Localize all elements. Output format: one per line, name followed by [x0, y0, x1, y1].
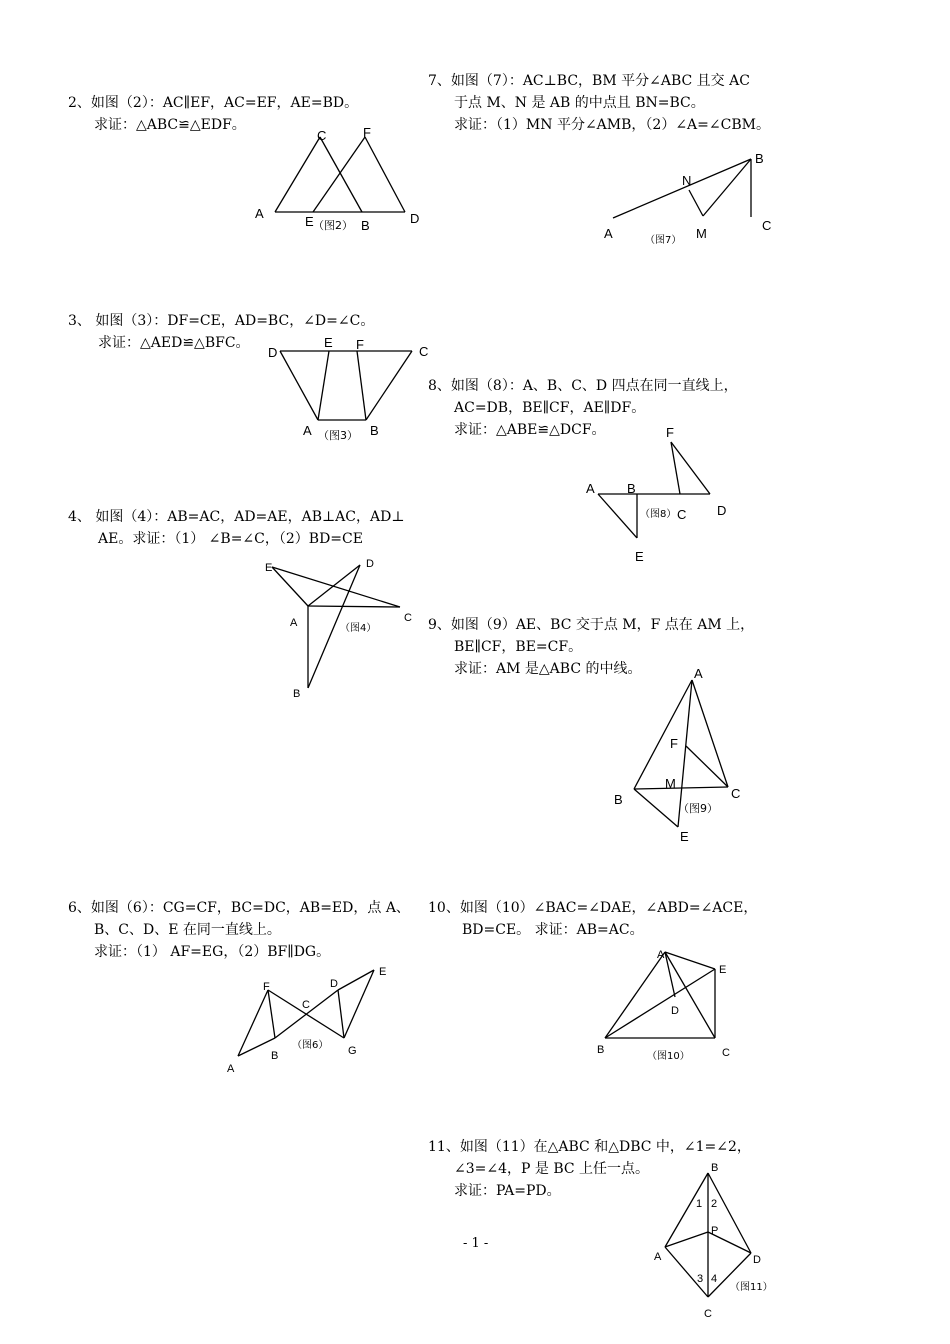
- problem-line: 9、如图（9）AE、BC 交于点 M，F 点在 AM 上，: [428, 617, 755, 633]
- problem-line: BE∥CF，BE=CF。: [454, 639, 583, 655]
- point-label: F: [263, 981, 270, 993]
- problem-line: 求证：△ABE≌△DCF。: [454, 422, 606, 438]
- problem-line: 于点 M、N 是 AB 的中点且 BN=BC。: [454, 95, 705, 111]
- problem-line: 求证：PA=PD。: [454, 1183, 561, 1199]
- point-label: C: [731, 786, 741, 801]
- angle-label: 3: [697, 1273, 704, 1285]
- point-label: A: [604, 226, 613, 241]
- segment-AB: [605, 952, 665, 1038]
- problem-line: AE。求证：（1） ∠B=∠C，（2）BD=CE: [98, 531, 363, 547]
- segment-DA: [280, 351, 318, 420]
- point-label: B: [627, 481, 636, 496]
- point-label: A: [657, 949, 665, 961]
- angle-label: 2: [711, 1198, 718, 1210]
- point-label: M: [665, 776, 676, 791]
- segment-BD: [275, 990, 338, 1038]
- figure-10: [585, 940, 755, 1070]
- segment-BE: [634, 789, 678, 827]
- figure-caption: （图11）: [730, 1282, 773, 1293]
- point-label: A: [303, 423, 312, 438]
- segment-AC: [308, 606, 400, 607]
- segment-FD: [365, 137, 405, 212]
- problem-line: 4、 如图（4）：AB=AC，AD=AE，AB⊥AC，AD⊥: [68, 509, 405, 525]
- segment-BF: [357, 351, 366, 420]
- point-label: E: [635, 549, 644, 564]
- problem-line: 求证：△AED≌△BFC。: [98, 335, 250, 351]
- point-label: E: [305, 214, 314, 229]
- segment-CB: [320, 137, 362, 212]
- point-label: B: [597, 1044, 605, 1056]
- point-label: A: [227, 1063, 235, 1075]
- figure-9: [600, 660, 760, 850]
- point-label: E: [324, 335, 333, 350]
- problem-line: BD=CE。 求证：AB=AC。: [462, 922, 644, 938]
- problem-line: 11、如图（11）在△ABC 和△DBC 中，∠1=∠2，: [428, 1139, 751, 1155]
- figure-caption: （图3）: [318, 429, 358, 442]
- problem-line: B、C、D、E 在同一直线上。: [94, 922, 281, 938]
- point-label: A: [586, 481, 595, 496]
- segment-AB: [238, 1038, 275, 1056]
- segment-CB: [366, 351, 412, 420]
- point-label: A: [255, 206, 264, 221]
- segment-FB: [268, 990, 275, 1038]
- figure-2: [240, 120, 440, 240]
- segment-AC: [692, 680, 728, 787]
- point-label: E: [719, 964, 727, 976]
- segment-AB: [613, 159, 751, 218]
- problem-6-text: [68, 897, 410, 963]
- figure-caption: （图10）: [647, 1051, 690, 1062]
- point-label: B: [361, 218, 370, 233]
- point-label: D: [366, 558, 374, 570]
- point-label: B: [711, 1162, 719, 1174]
- problem-line: 求证：AM 是△ABC 的中线。: [454, 661, 642, 677]
- segment-AC: [665, 1247, 708, 1297]
- problem-line: ∠3=∠4，P 是 BC 上任一点。: [454, 1161, 650, 1177]
- point-label: C: [762, 218, 772, 233]
- point-label: D: [717, 503, 727, 518]
- point-label: D: [330, 978, 338, 990]
- page-number: - 1 -: [463, 1236, 489, 1251]
- segment-BE: [605, 969, 715, 1038]
- segment-AD: [665, 952, 675, 997]
- point-label: A: [694, 666, 703, 681]
- figure-11: [645, 1155, 780, 1335]
- figure-caption: （图2）: [313, 219, 353, 232]
- segment-AP: [665, 1232, 708, 1247]
- problem-line: 6、如图（6）：CG=CF，BC=DC，AB=ED，点 A、: [68, 900, 410, 916]
- segment-FC: [671, 442, 680, 494]
- point-label: C: [404, 612, 412, 624]
- figure-7: [590, 145, 790, 255]
- angle-label: 4: [711, 1273, 718, 1285]
- point-label: D: [671, 1005, 679, 1017]
- problem-line: 2、如图（2）：AC∥EF，AC=EF，AE=BD。: [68, 95, 359, 111]
- point-label: D: [753, 1254, 761, 1266]
- segment-DG: [338, 990, 344, 1038]
- segment-GE: [344, 970, 374, 1038]
- point-label: E: [379, 966, 387, 978]
- segment-EF: [313, 137, 365, 212]
- figure-caption: （图6）: [292, 1040, 329, 1051]
- segment-FD: [671, 442, 710, 494]
- point-label: M: [696, 226, 707, 241]
- problem-line: AC=DB，BE∥CF，AE∥DF。: [454, 400, 646, 416]
- point-label: C: [419, 344, 429, 359]
- segment-AE: [598, 494, 637, 538]
- segment-AE: [665, 952, 715, 969]
- point-label: G: [348, 1045, 357, 1057]
- segment-NM: [689, 190, 703, 216]
- segment-AD: [308, 565, 360, 606]
- problem-10-text: [428, 897, 757, 941]
- point-label: D: [268, 345, 278, 360]
- segment-BA: [665, 1173, 708, 1247]
- point-label: N: [682, 173, 692, 188]
- point-label: F: [356, 337, 364, 352]
- segment-DE: [338, 970, 374, 990]
- point-label: D: [410, 211, 420, 226]
- segment-AC: [275, 137, 320, 212]
- point-label: E: [265, 562, 273, 574]
- point-label: B: [293, 688, 301, 700]
- segment-AF: [238, 990, 268, 1056]
- point-label: A: [654, 1251, 662, 1263]
- point-label: A: [290, 617, 298, 629]
- segment-BM: [703, 159, 751, 216]
- point-label: E: [680, 829, 689, 844]
- figure-4: [260, 555, 430, 705]
- point-label: B: [271, 1050, 279, 1062]
- problem-7-text: [428, 70, 770, 136]
- figure-caption: （图4）: [340, 623, 377, 634]
- point-label: C: [677, 507, 687, 522]
- figure-6: [220, 960, 400, 1080]
- problem-line: 求证：（1） AF=EG，（2）BF∥DG。: [94, 944, 331, 960]
- point-label: B: [614, 792, 623, 807]
- point-label: B: [370, 423, 379, 438]
- point-label: C: [704, 1308, 712, 1320]
- point-label: C: [302, 999, 310, 1011]
- problem-line: 求证：（1）MN 平分∠AMB，（2）∠A=∠CBM。: [454, 117, 770, 133]
- problem-4-text: [68, 506, 405, 550]
- figure-caption: （图7）: [645, 235, 682, 246]
- figure-8: [580, 420, 750, 570]
- point-label: C: [722, 1047, 730, 1059]
- point-label: F: [363, 125, 371, 140]
- point-label: B: [755, 151, 764, 166]
- problem-line: 求证：△ABC≌△EDF。: [94, 117, 246, 133]
- figure-caption: （图8）: [640, 509, 677, 520]
- segment-AE: [318, 351, 329, 420]
- problem-line: 8、如图（8）：A、B、C、D 四点在同一直线上，: [428, 378, 738, 394]
- point-label: C: [317, 128, 327, 143]
- figure-caption: （图9）: [678, 802, 718, 815]
- point-label: F: [666, 425, 674, 440]
- segment-BD: [708, 1173, 751, 1253]
- problem-line: 10、如图（10）∠BAC=∠DAE，∠ABD=∠ACE，: [428, 900, 758, 916]
- point-label: P: [711, 1225, 719, 1237]
- point-label: F: [670, 736, 678, 751]
- angle-label: 1: [696, 1198, 703, 1210]
- figure-3: [260, 330, 450, 450]
- problem-line: 7、如图（7）：AC⊥BC，BM 平分∠ABC 且交 AC: [428, 73, 750, 89]
- problem-line: 3、 如图（3）：DF=CE，AD=BC，∠D=∠C。: [68, 313, 375, 329]
